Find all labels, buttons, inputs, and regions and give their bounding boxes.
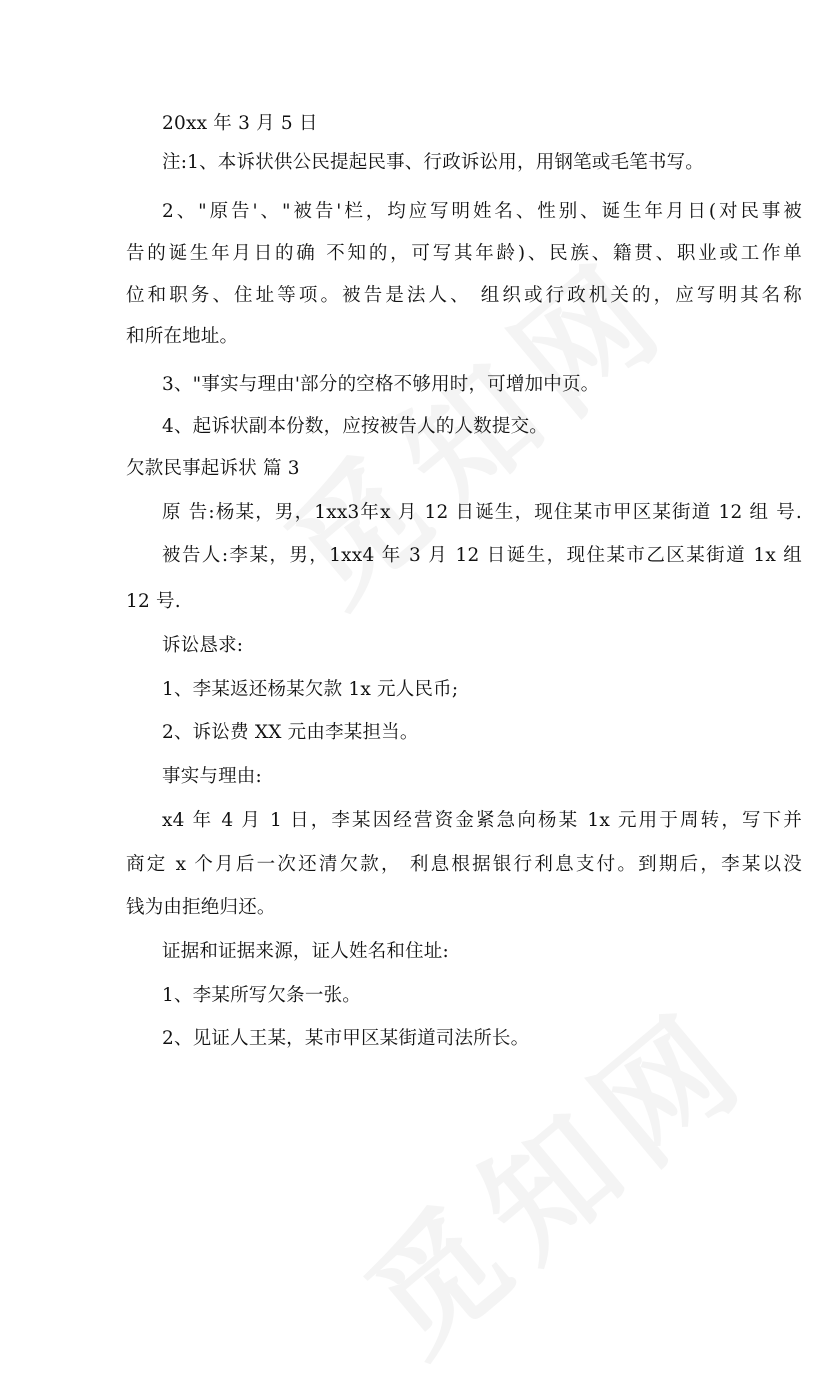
facts-line-cont: 商定 x 个月后一次还清欠款， 利息根据银行利息支付。到期后，李某以没 [126,854,802,875]
claim-item: 2、诉讼费 XX 元由李某担当。 [162,722,419,743]
plaintiff-line: 原 告:杨某，男，1xx3年x 月 12 日诞生，现住某市甲区某街道 12 组 号. [162,502,802,523]
document-date: 20xx 年 3 月 5 日 [162,113,318,134]
facts-line: x4 年 4 月 1 日，李某因经营资金紧急向杨某 1x 元用于周转，写下并 [162,810,802,831]
note-line-4: 4、起诉状副本份数，应按被告人的人数提交。 [162,416,548,437]
facts-line-cont: 钱为由拒绝归还。 [126,897,276,918]
claim-item: 1、李某返还杨某欠款 1x 元人民币; [162,679,459,700]
evidence-item: 2、见证人王某，某市甲区某街道司法所长。 [162,1028,530,1049]
evidence-heading: 证据和证据来源，证人姓名和住址: [162,941,449,962]
facts-heading: 事实与理由: [162,766,262,787]
note-line-2-cont: 和所在地址。 [126,326,239,347]
defendant-line-cont: 12 号. [126,591,181,612]
note-line-3: 3、"事实与理由'部分的空格不够用时，可增加中页。 [162,374,600,395]
evidence-item: 1、李某所写欠条一张。 [162,985,361,1006]
note-line-2-cont: 位和职务、住址等项。被告是法人、 组织或行政机关的，应写明其名称 [126,285,802,306]
note-line-1: 注:1、本诉状供公民提起民事、行政诉讼用，用钢笔或毛笔书写。 [162,152,705,173]
section-heading: 欠款民事起诉状 篇 3 [126,458,300,479]
note-line-2: 2、"原告'、"被告'栏，均应写明姓名、性别、诞生年月日(对民事被 [162,201,802,222]
claims-heading: 诉讼恳求: [162,635,244,656]
defendant-line: 被告人:李某，男，1xx4 年 3 月 12 日诞生，现住某市乙区某街道 1x 组 [162,545,802,566]
note-line-2-cont: 告的诞生年月日的确 不知的，可写其年龄)、民族、籍贯、职业或工作单 [126,243,802,264]
